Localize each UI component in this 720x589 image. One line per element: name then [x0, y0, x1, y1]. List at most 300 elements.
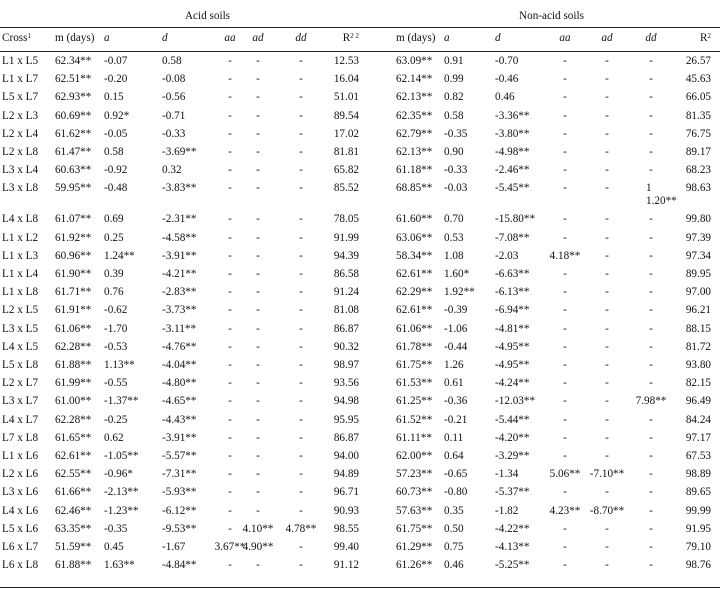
- table-cell: -7.10**: [589, 468, 625, 481]
- table-cell: 91.99: [333, 231, 359, 244]
- table-cell: L6 x L7: [2, 541, 39, 553]
- table-cell: 96.71: [333, 486, 359, 499]
- table-cell: L4 x L7: [2, 413, 39, 426]
- table-cell: 62.13**: [396, 91, 433, 104]
- table-cell: 86.87: [333, 431, 359, 444]
- table-cell: 62.34**: [55, 55, 92, 67]
- table-cell: -: [563, 213, 567, 226]
- table-cell: 62.13**: [396, 146, 433, 158]
- column-header-nonacid-4: ad: [601, 32, 613, 44]
- table-cell: 61.18**: [396, 164, 433, 177]
- table-cell: 94.98: [333, 395, 359, 408]
- table-cell: -: [228, 164, 232, 177]
- table-cell: 61.99**: [55, 377, 92, 390]
- table-cell: -: [649, 377, 653, 390]
- table-cell: -: [563, 322, 567, 335]
- table-cell: -: [605, 231, 609, 244]
- table-cell: -: [605, 359, 609, 371]
- table-cell: 0.75: [444, 541, 464, 553]
- table-cell: -: [649, 504, 653, 517]
- table-cell: -0.55: [104, 377, 128, 390]
- table-cell: -5.37**: [495, 486, 530, 499]
- column-header-cross: [2, 32, 31, 45]
- table-cell: -: [649, 304, 653, 317]
- table-cell: -: [563, 109, 567, 122]
- table-cell: 4.23**: [549, 504, 581, 517]
- table-cell: 1.60*: [444, 268, 470, 280]
- table-cell: -0.62: [104, 304, 128, 317]
- table-cell: 59.95**: [55, 182, 92, 195]
- table-cell: 96.49: [685, 395, 711, 408]
- column-header-nonacid-1: a: [444, 32, 450, 44]
- table-cell: -: [563, 73, 567, 86]
- table-cell: -: [228, 322, 232, 335]
- table-cell: 85.52: [333, 182, 359, 195]
- table-cell: -: [256, 504, 260, 517]
- table-cell: 91.95: [685, 522, 711, 535]
- table-cell: -0.80: [444, 486, 468, 499]
- table-cell: -12.03**: [495, 395, 536, 408]
- table-cell: L5 x L7: [2, 91, 39, 104]
- table-cell: 62.55**: [55, 468, 92, 481]
- table-cell: -: [605, 541, 609, 553]
- table-cell: L2 x L4: [2, 127, 39, 140]
- table-cell: -: [563, 395, 567, 408]
- table-cell: -: [299, 450, 303, 462]
- table-cell: -: [605, 286, 609, 299]
- table-cell: -: [563, 359, 567, 371]
- table-cell: -: [563, 450, 567, 462]
- acid-group-rule: [45, 27, 370, 28]
- table-cell: 17.02: [333, 127, 359, 140]
- table-cell: -1.67: [162, 541, 186, 553]
- table-cell: L3 x L8: [2, 182, 39, 195]
- table-cell: -: [256, 73, 260, 86]
- table-cell: -: [228, 522, 232, 535]
- table-cell: -1.34: [495, 468, 519, 481]
- table-cell: 60.96**: [55, 249, 92, 262]
- table-cell: -: [228, 231, 232, 244]
- table-cell: -: [256, 322, 260, 335]
- table-cell: -: [299, 504, 303, 517]
- table-cell: 67.53: [685, 450, 711, 462]
- table-cell: 99.99: [685, 504, 711, 517]
- table-cell: -: [299, 127, 303, 140]
- table-cell: -: [299, 109, 303, 122]
- table-cell: 91.12: [333, 559, 359, 572]
- table-cell: -: [228, 413, 232, 426]
- table-cell: -: [228, 450, 232, 462]
- table-cell: 96.21: [685, 304, 711, 317]
- table-cell: 98.55: [333, 522, 359, 535]
- table-cell: 97.17: [685, 431, 711, 444]
- table-cell: 61.88**: [55, 559, 92, 572]
- table-cell: -: [228, 359, 232, 371]
- table-cell: -4.81**: [495, 322, 530, 335]
- table-cell: 58.34**: [396, 249, 433, 262]
- table-cell: 89.95: [685, 268, 711, 280]
- table-cell: L2 x L8: [2, 146, 39, 158]
- table-cell: -: [605, 304, 609, 317]
- table-cell: L3 x L7: [2, 395, 39, 408]
- table-cell: 86.58: [333, 268, 359, 280]
- table-cell: -: [256, 468, 260, 481]
- table-cell: -: [605, 55, 609, 67]
- table-cell: -1.37**: [104, 395, 139, 408]
- table-cell: -: [299, 268, 303, 280]
- table-cell: -6.13**: [495, 286, 530, 299]
- table-cell: -: [256, 127, 260, 140]
- table-cell: L3 x L6: [2, 486, 39, 499]
- table-cell: 5.06**: [549, 468, 581, 481]
- table-cell: -: [228, 468, 232, 481]
- table-cell: -: [299, 322, 303, 335]
- table-cell: -1.05**: [104, 450, 139, 462]
- table-cell: 61.11**: [396, 431, 432, 444]
- table-cell: 60.69**: [55, 109, 92, 122]
- cross-label: Cross: [2, 32, 28, 44]
- table-cell: 93.56: [333, 377, 359, 390]
- table-cell: 61.75**: [396, 522, 433, 535]
- table-cell: 51.01: [333, 91, 359, 104]
- table-cell: -: [299, 359, 303, 371]
- table-cell: 98.76: [685, 559, 711, 572]
- table-cell: -6.94**: [495, 304, 530, 317]
- column-header-nonacid-2: d: [495, 32, 501, 44]
- table-cell: -: [256, 286, 260, 299]
- table-cell: 0.91: [444, 55, 464, 67]
- table-cell: 61.29**: [396, 541, 433, 553]
- table-cell: 62.46**: [55, 504, 92, 517]
- table-cell: -: [605, 146, 609, 158]
- table-cell: -: [299, 231, 303, 244]
- table-cell: 60.73**: [396, 486, 433, 499]
- table-cell: -: [605, 268, 609, 280]
- table-cell: 98.89: [685, 468, 711, 481]
- table-cell: -: [228, 249, 232, 262]
- table-cell: 0.25: [104, 231, 124, 244]
- table-cell: 0.58: [162, 55, 182, 67]
- table-cell: 1.08: [444, 249, 464, 262]
- table-cell: 61.75**: [396, 359, 433, 371]
- table-cell: 86.87: [333, 322, 359, 335]
- table-cell: -: [299, 164, 303, 177]
- table-cell: -: [256, 395, 260, 408]
- table-cell: L2 x L6: [2, 468, 39, 481]
- table-cell: -3.83**: [162, 182, 197, 195]
- table-cell: -: [649, 340, 653, 353]
- table-cell: L2 x L3: [2, 109, 39, 122]
- table-cell: -: [605, 395, 609, 408]
- table-cell: 62.14**: [396, 73, 433, 86]
- table-cell: -: [649, 55, 653, 67]
- table-cell: -: [649, 286, 653, 299]
- table-cell: -: [649, 164, 653, 177]
- table-cell: -0.92: [104, 164, 128, 177]
- table-cell: -0.33: [444, 164, 468, 177]
- table-cell: L2 x L5: [2, 304, 39, 317]
- table-cell: 0.45: [104, 541, 124, 553]
- table-cell: -: [649, 559, 653, 572]
- table-cell: -: [256, 359, 260, 371]
- table-cell: -0.21: [444, 413, 468, 426]
- table-cell: 97.00: [685, 286, 711, 299]
- table-cell: -: [649, 450, 653, 462]
- table-cell: -: [256, 146, 260, 158]
- table-cell: -: [649, 359, 653, 371]
- table-cell: 61.90**: [55, 268, 92, 280]
- table-cell: 0.35: [444, 504, 464, 517]
- table-cell: -: [649, 468, 653, 481]
- table-cell: -: [605, 377, 609, 390]
- table-cell: -4.22**: [495, 522, 530, 535]
- table-cell: -: [228, 127, 232, 140]
- table-cell: 62.35**: [396, 109, 433, 122]
- table-cell: -: [299, 304, 303, 317]
- table-cell: 89.65: [685, 486, 711, 499]
- table-cell: L5 x L8: [2, 359, 39, 371]
- table-cell: L1 x L3: [2, 249, 39, 262]
- table-cell: 61.92**: [55, 231, 92, 244]
- table-cell: -0.53: [104, 340, 128, 353]
- table-cell: -: [605, 450, 609, 462]
- column-header-acid-r2: [323, 32, 359, 45]
- table-cell: -9.53**: [162, 522, 197, 535]
- table-cell: -: [228, 146, 232, 158]
- r-label: R: [342, 32, 351, 44]
- r-superscript: 2 2: [350, 32, 359, 40]
- table-cell: 61.47**: [55, 146, 92, 158]
- table-cell: -8.70**: [589, 504, 625, 517]
- table-cell: -3.29**: [495, 450, 530, 462]
- table-cell: 61.71**: [55, 286, 92, 299]
- table-cell: -: [256, 304, 260, 317]
- cross-footnote-mark: 1: [27, 32, 31, 40]
- table-cell: 51.59**: [55, 541, 92, 553]
- table-cell: 1.24**: [104, 249, 135, 262]
- table-cell: 1.26: [444, 359, 464, 371]
- table-cell: -: [228, 286, 232, 299]
- table-cell: -: [256, 164, 260, 177]
- table-cell: 94.39: [333, 249, 359, 262]
- column-header-nonacid-5: dd: [645, 32, 657, 44]
- table-cell: -3.73**: [162, 304, 197, 317]
- table-cell: L1 x L7: [2, 73, 39, 86]
- table-cell: -: [563, 146, 567, 158]
- table-cell: -: [649, 522, 653, 535]
- table-cell: -: [228, 91, 232, 104]
- table-cell: -: [649, 73, 653, 86]
- table-cell: -: [605, 559, 609, 572]
- table-cell: -: [256, 249, 260, 262]
- table-cell: 84.24: [685, 413, 711, 426]
- table-cell: -: [228, 504, 232, 517]
- table-cell: 1.63**: [104, 559, 135, 572]
- table-cell: -: [299, 340, 303, 353]
- table-cell: 89.17: [685, 146, 711, 158]
- table-cell: -: [256, 55, 260, 67]
- table-cell: 61.52**: [396, 413, 433, 426]
- table-cell: 81.08: [333, 304, 359, 317]
- table-cell: -1.06: [444, 322, 468, 335]
- table-cell: 0.53: [444, 231, 464, 244]
- table-cell: -: [256, 431, 260, 444]
- table-cell: -7.08**: [495, 231, 530, 244]
- table-cell: -: [256, 377, 260, 390]
- table-cell: -4.98**: [495, 146, 530, 158]
- table-cell: L4 x L5: [2, 340, 39, 353]
- table-cell: -: [605, 486, 609, 499]
- table-cell: -: [649, 213, 653, 226]
- table-cell: -1.70: [104, 322, 128, 335]
- r-superscript: 2: [707, 32, 711, 40]
- table-cell: 45.63: [685, 73, 711, 86]
- table-cell: -3.11**: [162, 322, 197, 335]
- table-cell: -: [256, 340, 260, 353]
- table-cell: 12.53: [333, 55, 359, 67]
- table-cell: 63.35**: [55, 522, 92, 535]
- column-header-acid-3: aa: [224, 32, 236, 44]
- table-cell: -: [649, 249, 653, 262]
- table-cell: 89.54: [333, 109, 359, 122]
- table-cell: 62.61**: [55, 450, 92, 462]
- table-cell: -5.44**: [495, 413, 530, 426]
- table-cell: -: [649, 146, 653, 158]
- table-cell: 82.15: [685, 377, 711, 390]
- table-cell: 1.92**: [444, 286, 475, 299]
- table-cell: -0.39: [444, 304, 468, 317]
- table-cell: -1.82: [495, 504, 519, 517]
- table-cell: L5 x L6: [2, 522, 39, 535]
- table-cell: 68.23: [685, 164, 711, 177]
- table-cell: 61.53**: [396, 377, 433, 390]
- table-cell: 61.07**: [55, 213, 92, 226]
- column-header-acid-0: m (days): [55, 32, 95, 44]
- table-cell: L2 x L7: [2, 377, 39, 390]
- table-cell: -: [299, 55, 303, 67]
- table-cell: 90.32: [333, 340, 359, 353]
- table-cell: -: [605, 213, 609, 226]
- table-cell: 99.80: [685, 213, 711, 226]
- table-cell: -: [649, 127, 653, 140]
- table-cell: -: [649, 413, 653, 426]
- table-cell: -: [649, 431, 653, 444]
- table-cell: -: [563, 231, 567, 244]
- table-cell: -: [299, 249, 303, 262]
- table-cell: -: [605, 164, 609, 177]
- table-cell: -: [228, 377, 232, 390]
- column-header-acid-5: dd: [295, 32, 307, 44]
- table-cell: -: [228, 55, 232, 67]
- table-cell: 98.97: [333, 359, 359, 371]
- table-cell: -: [563, 340, 567, 353]
- table-cell: -0.71: [162, 109, 186, 122]
- table-cell: -2.83**: [162, 286, 197, 299]
- table-cell: -: [299, 146, 303, 158]
- table-cell: 62.51**: [55, 73, 92, 86]
- table-cell: -: [299, 559, 303, 572]
- table-cell: 93.80: [685, 359, 711, 371]
- table-cell: -: [299, 413, 303, 426]
- table-cell: -4.20**: [495, 431, 530, 444]
- table-cell: -: [256, 559, 260, 572]
- table-cell: -0.96*: [104, 468, 133, 481]
- group-header-nonacid: Non-acid soils: [519, 10, 584, 22]
- table-cell: -: [228, 268, 232, 280]
- table-cell: -: [563, 127, 567, 140]
- table-cell: -: [563, 55, 567, 67]
- table-cell: 3.67**: [214, 541, 246, 553]
- table-cell: 81.35: [685, 109, 711, 122]
- table-cell: -0.05: [104, 127, 128, 140]
- table-cell: 4.90**: [242, 541, 274, 553]
- table-cell: -0.35: [104, 522, 128, 535]
- table-cell: -: [605, 73, 609, 86]
- table-cell: 91.24: [333, 286, 359, 299]
- table-cell: 0.58: [444, 109, 464, 122]
- table-cell: -0.07: [104, 55, 128, 67]
- table-cell: -0.08: [162, 73, 186, 86]
- table-cell: 1 1.20**: [646, 182, 677, 208]
- table-cell: -6.63**: [495, 268, 530, 280]
- table-cell: 61.06**: [396, 322, 433, 335]
- table-cell: -: [563, 431, 567, 444]
- table-cell: -: [228, 73, 232, 86]
- table-cell: L6 x L8: [2, 559, 39, 572]
- table-cell: -4.65**: [162, 395, 197, 408]
- column-header-nonacid-3: aa: [559, 32, 571, 44]
- table-cell: 88.15: [685, 322, 711, 335]
- table-cell: -3.69**: [162, 146, 197, 158]
- table-cell: 81.72: [685, 340, 711, 353]
- table-cell: -0.36: [444, 395, 468, 408]
- table-cell: 62.28**: [55, 413, 92, 426]
- table-cell: 62.93**: [55, 91, 92, 104]
- table-cell: -: [563, 286, 567, 299]
- table-cell: 4.18**: [549, 249, 581, 262]
- table-cell: -: [228, 486, 232, 499]
- table-cell: -: [228, 559, 232, 572]
- table-cell: 0.58: [104, 146, 124, 158]
- table-cell: -4.04**: [162, 359, 197, 371]
- table-cell: 99.40: [333, 541, 359, 553]
- table-cell: L1 x L4: [2, 268, 39, 280]
- table-cell: 94.89: [333, 468, 359, 481]
- table-cell: -: [256, 486, 260, 499]
- table-cell: -0.44: [444, 340, 468, 353]
- table-cell: -: [563, 304, 567, 317]
- table-cell: 0.62: [104, 431, 124, 444]
- table-cell: L1 x L6: [2, 450, 39, 462]
- table-cell: -: [299, 541, 303, 553]
- table-cell: 0.76: [104, 286, 124, 299]
- table-cell: 0.46: [495, 91, 515, 104]
- table-cell: -: [563, 541, 567, 553]
- table-cell: 79.10: [685, 541, 711, 553]
- table-cell: -: [649, 109, 653, 122]
- table-cell: -4.13**: [495, 541, 530, 553]
- table-cell: -0.03: [444, 182, 468, 195]
- table-cell: -0.25: [104, 413, 128, 426]
- table-cell: -4.24**: [495, 377, 530, 390]
- table-cell: -: [299, 73, 303, 86]
- table-cell: -15.80**: [495, 213, 536, 226]
- table-cell: -3.91**: [162, 249, 197, 262]
- table-cell: 7.98**: [635, 395, 667, 408]
- table-cell: 4.10**: [242, 522, 274, 535]
- table-cell: L4 x L6: [2, 504, 39, 517]
- table-cell: -2.13**: [104, 486, 139, 499]
